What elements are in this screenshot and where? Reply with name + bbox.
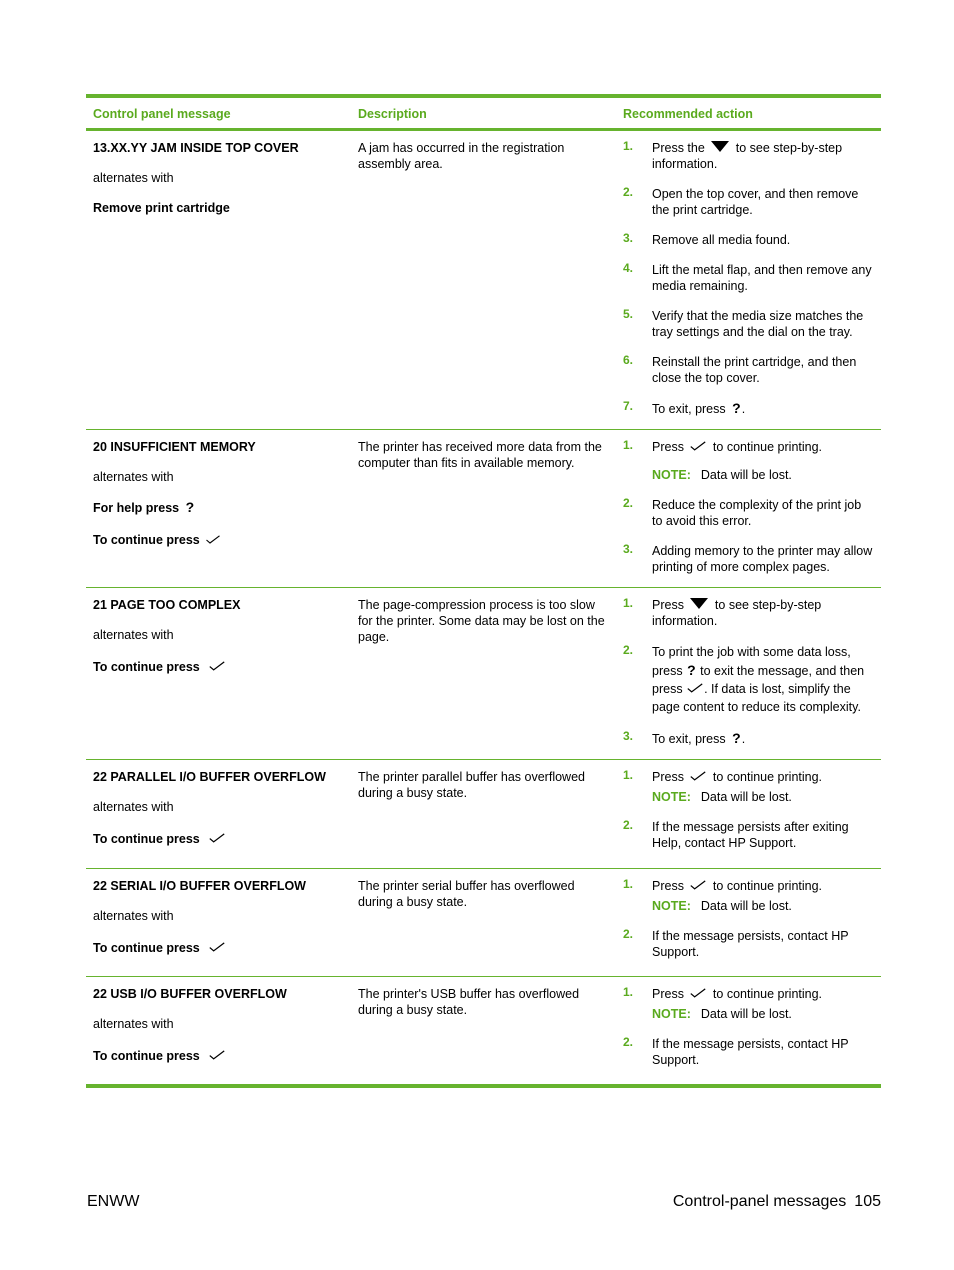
header-message: Control panel message bbox=[86, 98, 351, 130]
help-icon: ? bbox=[732, 400, 741, 416]
step-text: to see step-by-step information. bbox=[652, 598, 822, 628]
step-text: Reduce the complexity of the print job to avoid this error. bbox=[652, 498, 862, 528]
step-text: Press the bbox=[652, 141, 705, 155]
checkmark-icon bbox=[209, 659, 225, 675]
note bbox=[623, 789, 875, 805]
note-text: Data will be lost. bbox=[700, 790, 792, 804]
message-title: 22 PARALLEL I/O BUFFER OVERFLOW bbox=[93, 770, 326, 784]
note-label: NOTE: bbox=[652, 899, 691, 913]
note-text: Data will be lost. bbox=[700, 468, 792, 482]
step-item bbox=[623, 354, 875, 386]
message-cell bbox=[86, 130, 351, 430]
alternates-text: alternates with bbox=[93, 800, 174, 814]
continue-press-text: To continue press bbox=[93, 533, 200, 547]
step-text: to continue printing. bbox=[712, 879, 823, 893]
header-description: Description bbox=[351, 98, 616, 130]
message-cell bbox=[86, 588, 351, 760]
help-press-line bbox=[93, 499, 345, 516]
message-cell bbox=[86, 869, 351, 977]
step-text: If the message persists after exiting Help, contact HP Support. bbox=[652, 820, 849, 850]
help-icon: ? bbox=[732, 730, 741, 746]
table-row bbox=[86, 130, 881, 430]
step-number: 2. bbox=[623, 927, 634, 941]
steps-list bbox=[623, 1036, 875, 1068]
step-text: If the message persists, contact HP Support. bbox=[652, 929, 849, 959]
steps-list bbox=[623, 878, 875, 894]
note-text: Data will be lost. bbox=[700, 1007, 792, 1021]
help-icon: ? bbox=[687, 662, 696, 678]
step-text: . If data is lost, simplify the page content to reduce its complexity. bbox=[652, 682, 861, 714]
header-action: Recommended action bbox=[616, 98, 881, 130]
checkmark-icon bbox=[206, 532, 220, 548]
continue-press-line bbox=[93, 659, 345, 675]
footer-right bbox=[673, 1193, 881, 1211]
table-row bbox=[86, 869, 881, 977]
checkmark-icon bbox=[209, 831, 225, 847]
step-number: 1. bbox=[623, 877, 634, 891]
note-label: NOTE: bbox=[652, 1007, 691, 1021]
table-row bbox=[86, 588, 881, 760]
step-text: Press bbox=[652, 879, 684, 893]
action-cell bbox=[616, 588, 881, 760]
step-text: to continue printing. bbox=[712, 987, 823, 1001]
step-text: Reinstall the print cartridge, and then close the top cover. bbox=[652, 355, 857, 385]
message-title: 21 PAGE TOO COMPLEX bbox=[93, 598, 241, 612]
page-number: 105 bbox=[854, 1193, 881, 1210]
step-text: Open the top cover, and then remove the print cartridge. bbox=[652, 187, 859, 217]
step-text: Press bbox=[652, 598, 684, 612]
message-title: 22 SERIAL I/O BUFFER OVERFLOW bbox=[93, 879, 306, 893]
down-arrow-icon bbox=[711, 141, 729, 152]
continue-press-text: To continue press bbox=[93, 941, 200, 955]
help-press-text: For help press bbox=[93, 501, 180, 515]
steps-list bbox=[623, 497, 875, 575]
message-cell bbox=[86, 430, 351, 588]
steps-list bbox=[623, 928, 875, 960]
messages-table bbox=[86, 94, 881, 1088]
action-cell bbox=[616, 130, 881, 430]
step-item bbox=[623, 543, 875, 575]
step-text: To print the job with some data loss, press bbox=[652, 645, 851, 678]
step-text: Adding memory to the printer may allow printing of more complex pages. bbox=[652, 544, 873, 574]
step-number: 2. bbox=[623, 185, 634, 199]
checkmark-icon bbox=[690, 986, 706, 1002]
continue-press-text: To continue press bbox=[93, 832, 200, 846]
continue-press-line bbox=[93, 1048, 345, 1064]
help-icon: ? bbox=[185, 499, 195, 515]
note bbox=[623, 1006, 875, 1022]
continue-press-line bbox=[93, 831, 345, 847]
step-text: Remove all media found. bbox=[652, 233, 791, 247]
message-title: 22 USB I/O BUFFER OVERFLOW bbox=[93, 987, 287, 1001]
step-item bbox=[623, 769, 875, 785]
step-text: Verify that the media size matches the tray settings and the dial on the tray. bbox=[652, 309, 864, 339]
step-number: 3. bbox=[623, 542, 634, 556]
step-number: 2. bbox=[623, 818, 634, 832]
alternates-text: alternates with bbox=[93, 171, 174, 185]
step-item bbox=[623, 497, 875, 529]
message-cell bbox=[86, 977, 351, 1085]
checkmark-icon bbox=[690, 439, 706, 455]
checkmark-icon bbox=[209, 940, 225, 956]
step-text: to exit the message, and then press bbox=[652, 664, 865, 696]
footer-section: Control-panel messages bbox=[672, 1193, 847, 1210]
description-cell: The page-compression process is too slow for the printer. Some data may be lost on the page. bbox=[351, 588, 616, 760]
message-title: 20 INSUFFICIENT MEMORY bbox=[93, 440, 256, 454]
step-number: 7. bbox=[623, 399, 634, 413]
description-cell: The printer has received more data from the computer than fits in available memory. bbox=[351, 430, 616, 588]
step-text: . bbox=[741, 402, 746, 416]
checkmark-icon bbox=[209, 1048, 225, 1064]
note-text: Data will be lost. bbox=[700, 899, 792, 913]
step-item bbox=[623, 819, 875, 851]
step-item bbox=[623, 730, 875, 747]
step-item bbox=[623, 232, 875, 248]
step-number: 2. bbox=[623, 643, 634, 657]
footer-left: ENWW bbox=[87, 1193, 140, 1210]
description-cell: The printer parallel buffer has overflowed during a busy state. bbox=[351, 760, 616, 869]
steps-list bbox=[623, 140, 875, 417]
step-text: If the message persists, contact HP Support. bbox=[652, 1037, 849, 1067]
step-item bbox=[623, 308, 875, 340]
step-item bbox=[623, 643, 875, 716]
step-item bbox=[623, 986, 875, 1002]
note-label: NOTE: bbox=[652, 468, 691, 482]
continue-press-text: To continue press bbox=[93, 660, 200, 674]
step-number: 1. bbox=[623, 438, 634, 452]
step-item bbox=[623, 262, 875, 294]
alternate-message: Remove print cartridge bbox=[93, 201, 230, 215]
alternates-text: alternates with bbox=[93, 628, 174, 642]
step-number: 4. bbox=[623, 261, 634, 275]
alternates-text: alternates with bbox=[93, 1017, 174, 1031]
note bbox=[623, 467, 875, 483]
step-item bbox=[623, 439, 875, 455]
step-number: 6. bbox=[623, 353, 634, 367]
action-cell bbox=[616, 869, 881, 977]
step-item bbox=[623, 878, 875, 894]
step-number: 1. bbox=[623, 139, 634, 153]
step-number: 1. bbox=[623, 596, 634, 610]
continue-press-line bbox=[93, 940, 345, 956]
note-label: NOTE: bbox=[652, 790, 691, 804]
step-item bbox=[623, 140, 875, 172]
message-cell bbox=[86, 760, 351, 869]
step-text: Lift the metal flap, and then remove any media remaining. bbox=[652, 263, 872, 293]
description-cell: A jam has occurred in the registration assembly area. bbox=[351, 130, 616, 430]
step-item bbox=[623, 928, 875, 960]
steps-list bbox=[623, 819, 875, 851]
steps-list bbox=[623, 986, 875, 1002]
alternates-text: alternates with bbox=[93, 909, 174, 923]
table-row bbox=[86, 430, 881, 588]
step-text: to see step-by-step information. bbox=[652, 141, 843, 171]
step-item bbox=[623, 1036, 875, 1068]
checkmark-icon bbox=[690, 878, 706, 894]
step-text: to continue printing. bbox=[712, 440, 823, 454]
table-header-row bbox=[86, 98, 881, 130]
step-item bbox=[623, 186, 875, 218]
step-item bbox=[623, 597, 875, 629]
step-text: Press bbox=[652, 440, 684, 454]
step-number: 1. bbox=[623, 768, 634, 782]
checkmark-icon bbox=[687, 680, 703, 698]
step-text: To exit, press bbox=[652, 402, 726, 416]
table-row bbox=[86, 977, 881, 1085]
continue-press-text: To continue press bbox=[93, 1049, 200, 1063]
checkmark-icon bbox=[690, 769, 706, 785]
step-text: . bbox=[741, 732, 746, 746]
table-row bbox=[86, 760, 881, 869]
step-text: Press bbox=[652, 770, 684, 784]
down-arrow-icon bbox=[690, 598, 708, 609]
step-number: 3. bbox=[623, 729, 634, 743]
step-item bbox=[623, 400, 875, 417]
step-text: Press bbox=[652, 987, 684, 1001]
step-text: to continue printing. bbox=[712, 770, 823, 784]
note bbox=[623, 898, 875, 914]
step-number: 2. bbox=[623, 496, 634, 510]
description-cell: The printer's USB buffer has overflowed during a busy state. bbox=[358, 987, 580, 1017]
description-cell: The printer serial buffer has overflowed during a busy state. bbox=[351, 869, 616, 977]
step-number: 5. bbox=[623, 307, 634, 321]
step-number: 2. bbox=[623, 1035, 634, 1049]
action-cell bbox=[616, 977, 881, 1085]
action-cell bbox=[616, 430, 881, 588]
continue-press-line bbox=[93, 532, 345, 548]
message-title: 13.XX.YY JAM INSIDE TOP COVER bbox=[93, 141, 299, 155]
step-number: 3. bbox=[623, 231, 634, 245]
step-text: To exit, press bbox=[652, 732, 726, 746]
action-cell bbox=[616, 760, 881, 869]
step-number: 1. bbox=[623, 985, 634, 999]
steps-list bbox=[623, 439, 875, 455]
alternates-text: alternates with bbox=[93, 470, 174, 484]
steps-list bbox=[623, 597, 875, 747]
steps-list bbox=[623, 769, 875, 785]
